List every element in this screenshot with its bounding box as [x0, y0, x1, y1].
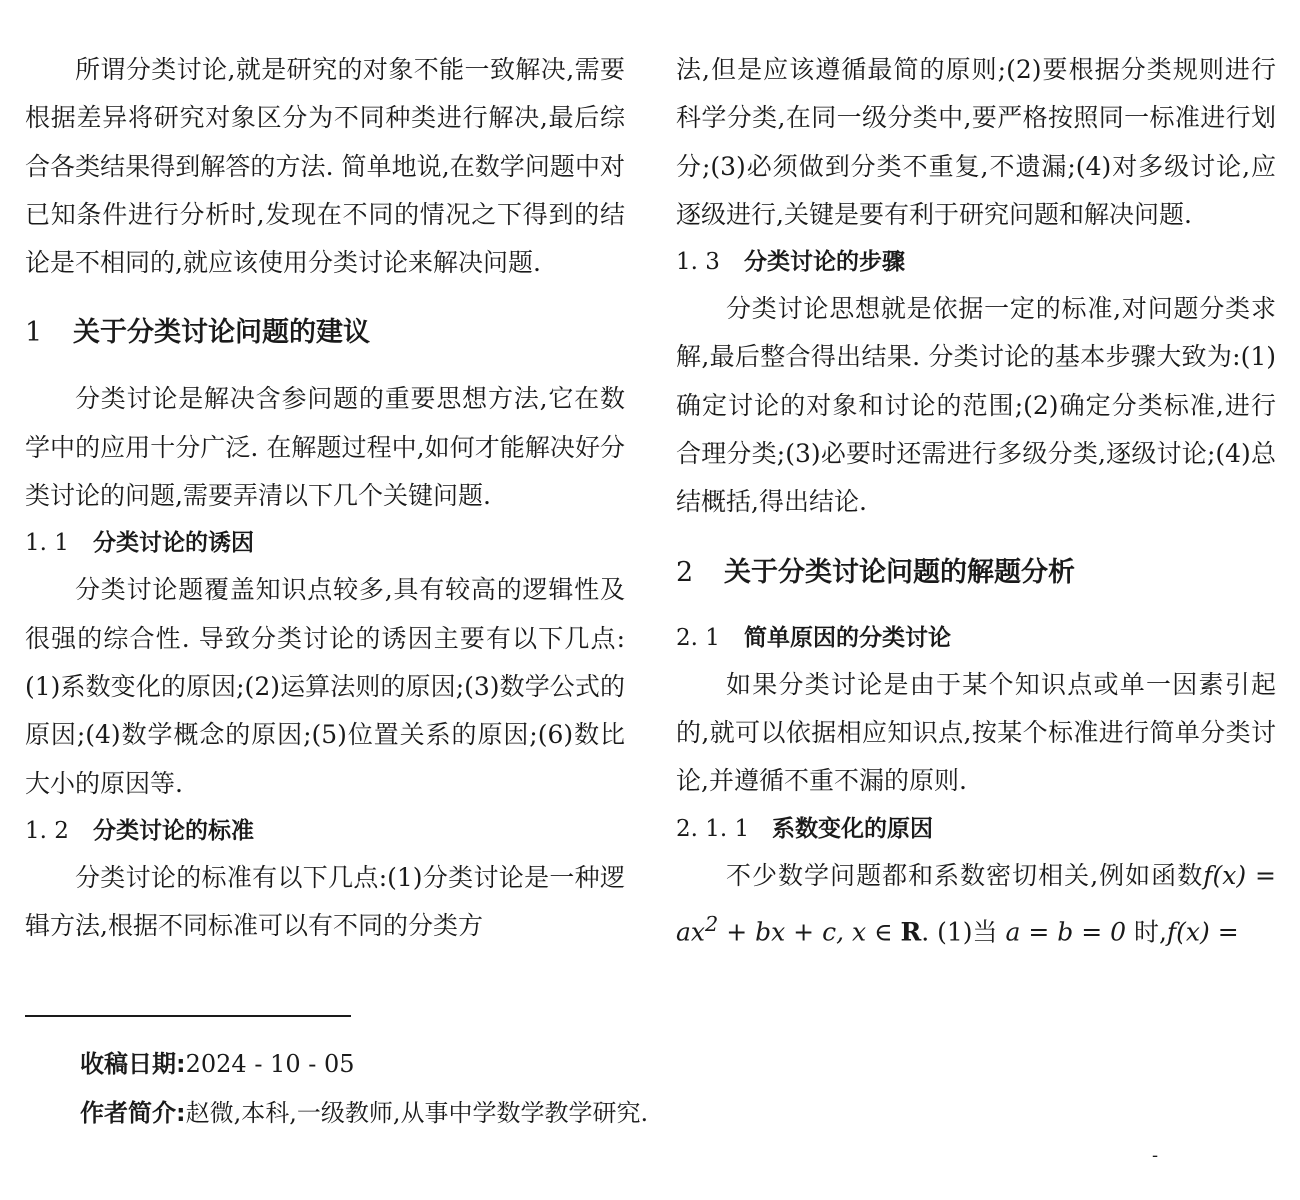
left-column	[25, 46, 625, 950]
section-1-2-heading	[25, 808, 625, 854]
section-1-1-paragraph: 分类讨论题覆盖知识点较多,具有较高的逻辑性及很强的综合性. 导致分类讨论的诱因主要有以下几点:(1)系数变化的原因;(2)运算法则的原因;(3)数学公式的原因;(4)数学概念的原因;(5)位置关系的原因;(6)数比大小的原因等.	[25, 575, 625, 798]
section-number: 2	[676, 556, 694, 588]
math-real-set: R	[900, 917, 922, 947]
paragraph-text: 不少数学问题都和系数密切相关,例如函数	[726, 860, 1204, 890]
section-1-3-heading	[676, 239, 1276, 285]
footnote-rule	[25, 1015, 351, 1017]
section-title: 简单原因的分类讨论	[744, 624, 951, 651]
footnote-value: 2024 - 10 - 05	[185, 1050, 355, 1078]
section-number: 1. 3	[676, 249, 720, 276]
section-2-1-paragraph: 如果分类讨论是由于某个知识点或单一因素引起的,就可以依据相应知识点,按某个标准进行简单分类讨论,并遵循不重不漏的原则.	[676, 669, 1276, 796]
right-column	[676, 46, 1276, 956]
paragraph-text-2: . (1)当	[921, 917, 1006, 947]
footnote-label: 作者简介:	[80, 1099, 186, 1127]
section-title: 关于分类讨论问题的解题分析	[724, 556, 1075, 588]
section-title: 分类讨论的步骤	[744, 249, 905, 276]
math-expression: + bx + c, x ∈	[718, 917, 901, 947]
section-number: 2. 1	[676, 624, 720, 651]
section-title: 分类讨论的诱因	[93, 530, 254, 557]
math-exponent: 2	[705, 911, 719, 936]
section-number: 1. 1	[25, 530, 69, 557]
section-number: 1. 2	[25, 817, 69, 844]
section-title: 系数变化的原因	[772, 815, 933, 842]
math-condition: a = b = 0	[1005, 917, 1127, 947]
footnote-value: 赵微,本科,一级教师,从事中学数学教学研究.	[185, 1099, 649, 1127]
section-1-heading	[25, 309, 625, 357]
paragraph-text-3: 时,	[1126, 917, 1167, 947]
page-mark: -	[1152, 1145, 1159, 1166]
section-2-1-1-heading	[676, 806, 1276, 852]
section-number: 1	[25, 317, 43, 349]
section-2-1-heading	[676, 615, 1276, 661]
math-function-end: f(x) =	[1166, 917, 1239, 947]
section-title: 分类讨论的标准	[93, 817, 254, 844]
intro-paragraph: 所谓分类讨论,就是研究的对象不能一致解决,需要根据差异将研究对象区分为不同种类进行解决,最后综合各类结果得到解答的方法. 简单地说,在数学问题中对已知条件进行分析时,发现在不同的情况之下得到的结论是不相同的,就应该使用分类讨论来解决问题.	[25, 55, 625, 278]
section-1-2-paragraph: 分类讨论的标准有以下几点:(1)分类讨论是一种逻辑方法,根据不同标准可以有不同的分类方	[25, 862, 625, 941]
footnote-received	[80, 1044, 355, 1079]
section-number: 2. 1. 1	[676, 815, 750, 842]
section-1-1-heading	[25, 520, 625, 566]
footnote-label: 收稿日期:	[80, 1050, 186, 1078]
section-1-3-paragraph: 分类讨论思想就是依据一定的标准,对问题分类求解,最后整合得出结果. 分类讨论的基本步骤大致为:(1)确定讨论的对象和讨论的范围;(2)确定分类标准,进行合理分类;(3)必要时还需进行多级分类,逐级讨论;(4)总结概括,得出结论.	[676, 294, 1276, 517]
section-2-1-1-paragraph	[676, 852, 1276, 957]
math-function: f(x) = ax	[676, 860, 1276, 947]
section-1-paragraph: 分类讨论是解决含参问题的重要思想方法,它在数学中的应用十分广泛. 在解题过程中,如何才能解决好分类讨论的问题,需要弄清以下几个关键问题.	[25, 384, 625, 511]
continued-paragraph: 法,但是应该遵循最简的原则;(2)要根据分类规则进行科学分类,在同一级分类中,要严格按照同一标准进行划分;(3)必须做到分类不重复,不遗漏;(4)对多级讨论,应逐级进行,关键是要有利于研究问题和解决问题.	[676, 55, 1276, 229]
footnote-author	[80, 1093, 648, 1128]
section-title: 关于分类讨论问题的建议	[73, 317, 370, 349]
section-2-heading	[676, 549, 1276, 597]
